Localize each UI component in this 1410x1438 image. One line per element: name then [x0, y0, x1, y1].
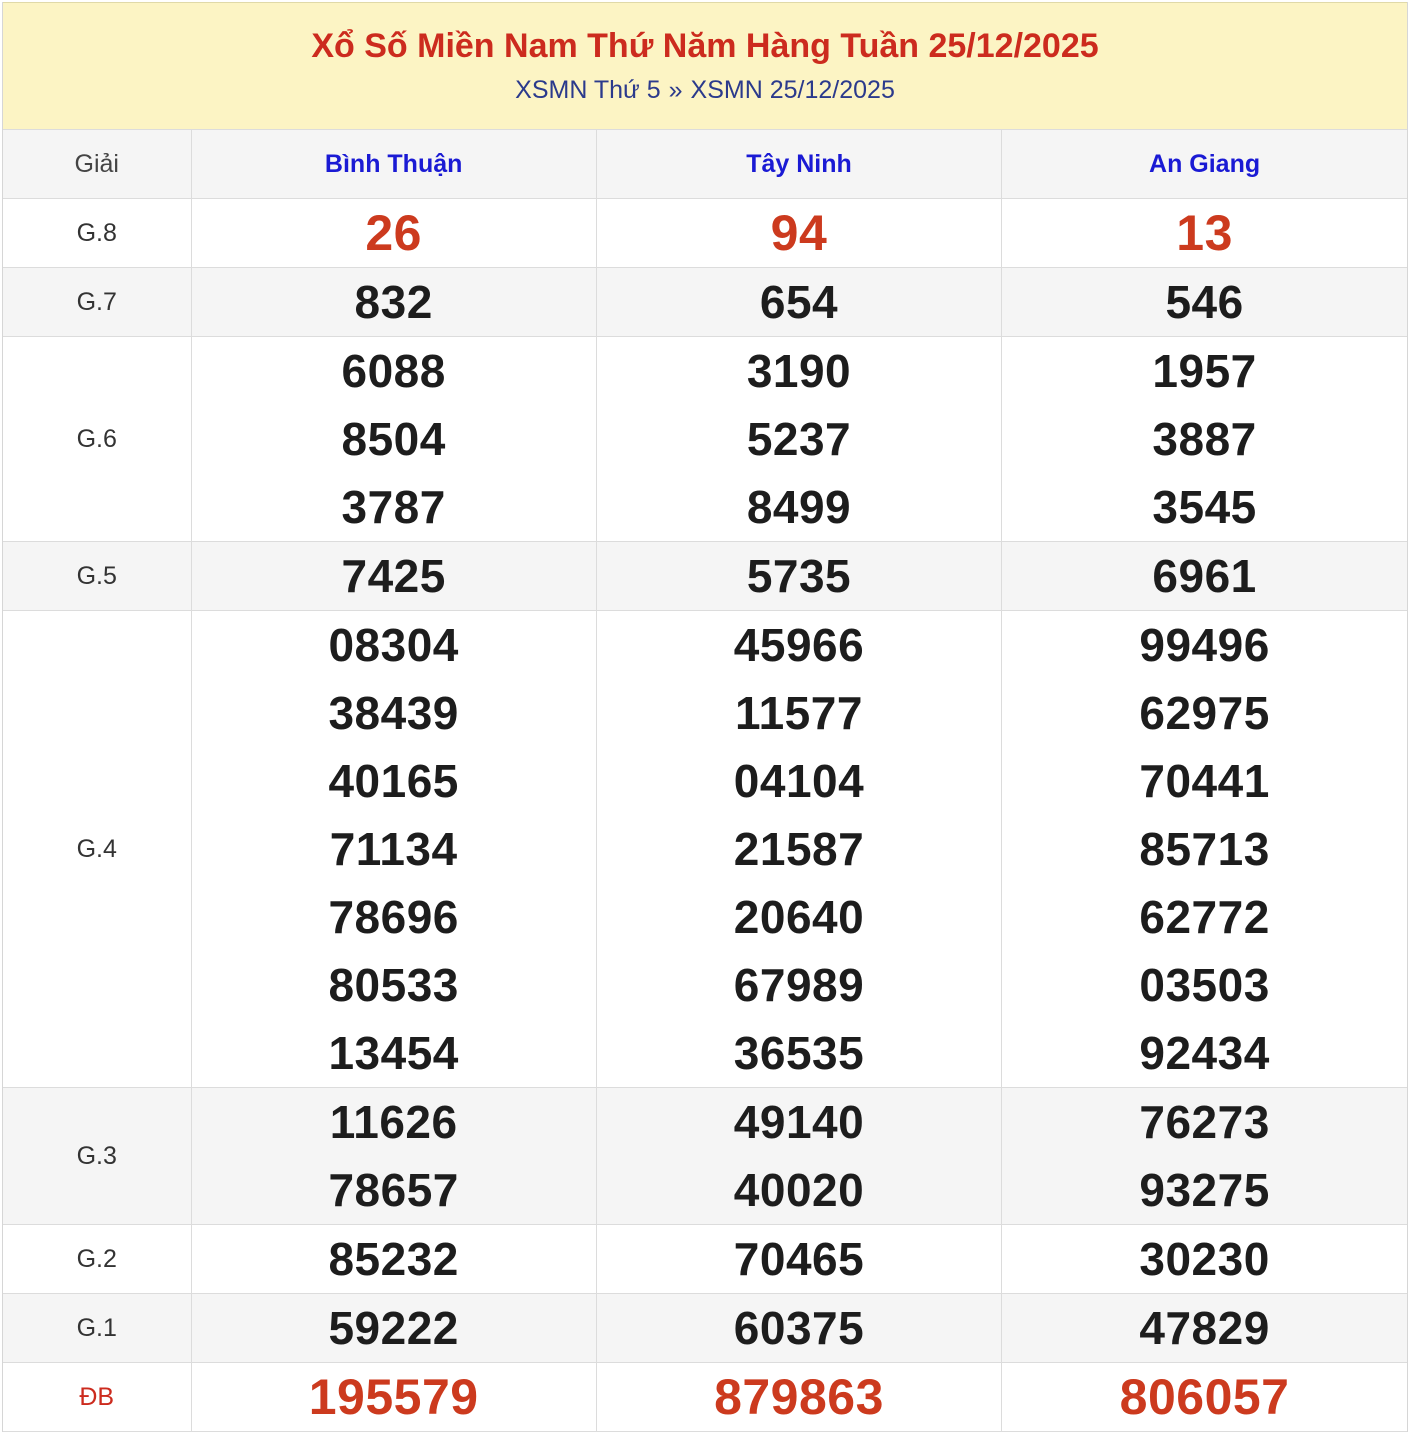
special-prize-number: 879863 [714, 1369, 884, 1425]
prize-label: G.4 [3, 611, 191, 1088]
result-number: 08304 [328, 619, 459, 671]
result-cell [191, 337, 596, 542]
result-number: 11577 [735, 687, 863, 739]
result-cell [1002, 337, 1407, 542]
result-number: 62975 [1139, 687, 1270, 739]
results-panel [2, 2, 1408, 1432]
prize-row-g7 [3, 268, 1407, 337]
result-number: 5735 [746, 550, 852, 602]
result-number: 40165 [328, 755, 459, 807]
result-number: 78696 [328, 891, 459, 943]
result-number: 3545 [1152, 481, 1257, 533]
prize-label: G.8 [3, 199, 191, 268]
result-cell [596, 1088, 1001, 1225]
prize-row-g2 [3, 1225, 1407, 1294]
result-number: 832 [354, 276, 433, 328]
result-number: 76273 [1139, 1096, 1270, 1148]
result-number: 11626 [329, 1096, 458, 1148]
prize-label: G.6 [3, 337, 191, 542]
prize-row-g6 [3, 337, 1407, 542]
result-number: 67989 [733, 959, 865, 1011]
result-number: 49140 [733, 1096, 865, 1148]
result-cell [1002, 1363, 1407, 1432]
result-number: 654 [759, 276, 839, 328]
result-cell [1002, 1225, 1407, 1294]
prize-label: G.3 [3, 1088, 191, 1225]
result-number: 36535 [733, 1027, 865, 1079]
result-number: 70465 [733, 1233, 865, 1285]
result-number: 40020 [733, 1164, 865, 1216]
result-cell [191, 1225, 596, 1294]
page-title: Xổ Số Miền Nam Thứ Năm Hàng Tuần 25/12/2025 [311, 27, 1099, 65]
result-number: 5237 [746, 413, 852, 465]
result-number: 71134 [329, 823, 458, 875]
xsmn-thu-5-link[interactable]: XSMN Thứ 5 [515, 76, 661, 104]
result-number: 94 [770, 205, 828, 261]
prize-column-header: Giải [3, 130, 191, 199]
result-cell [191, 611, 596, 1088]
result-cell [191, 542, 596, 611]
province-header-tay-ninh[interactable]: Tây Ninh [596, 130, 1001, 199]
result-number: 78657 [328, 1164, 459, 1216]
result-number: 13454 [328, 1027, 459, 1079]
prize-label: G.1 [3, 1294, 191, 1363]
result-number: 92434 [1139, 1027, 1270, 1079]
result-number: 3787 [341, 481, 446, 533]
prize-row-g1 [3, 1294, 1407, 1363]
prize-row-g4 [3, 611, 1407, 1088]
results-table [3, 130, 1407, 1432]
prize-row-special [3, 1363, 1407, 1432]
prize-row-g5 [3, 542, 1407, 611]
result-number: 59222 [328, 1302, 459, 1354]
result-number: 04104 [733, 755, 865, 807]
result-cell [191, 1294, 596, 1363]
result-number: 85232 [328, 1233, 459, 1285]
result-number: 546 [1165, 276, 1244, 328]
result-cell [596, 268, 1001, 337]
result-cell [596, 1294, 1001, 1363]
result-number: 3190 [746, 345, 852, 397]
result-number: 20640 [733, 891, 865, 943]
result-number: 8499 [746, 481, 852, 533]
result-number: 93275 [1139, 1164, 1270, 1216]
xsmn-date-link[interactable]: XSMN 25/12/2025 [690, 76, 895, 104]
result-cell [596, 199, 1001, 268]
breadcrumb-separator: » [668, 76, 683, 104]
prize-row-g8 [3, 199, 1407, 268]
result-number: 45966 [733, 619, 865, 671]
result-cell [596, 337, 1001, 542]
result-number: 6088 [341, 345, 446, 397]
result-cell [1002, 542, 1407, 611]
result-number: 38439 [328, 687, 459, 739]
result-number: 30230 [1139, 1233, 1270, 1285]
result-cell [596, 1363, 1001, 1432]
result-number: 3887 [1152, 413, 1257, 465]
result-number: 21587 [733, 823, 865, 875]
result-number: 13 [1176, 205, 1233, 261]
result-number: 47829 [1139, 1302, 1270, 1354]
result-number: 70441 [1139, 755, 1270, 807]
result-cell [191, 199, 596, 268]
result-cell [1002, 1088, 1407, 1225]
province-header-binh-thuan[interactable]: Bình Thuận [191, 130, 596, 199]
special-prize-number: 806057 [1119, 1369, 1290, 1425]
result-cell [596, 611, 1001, 1088]
province-header-an-giang[interactable]: An Giang [1002, 130, 1407, 199]
special-prize-number: 195579 [308, 1369, 479, 1425]
result-cell [596, 542, 1001, 611]
result-number: 1957 [1152, 345, 1257, 397]
result-number: 26 [365, 205, 422, 261]
result-cell [191, 1088, 596, 1225]
table-header-row [3, 130, 1407, 199]
result-number: 80533 [328, 959, 459, 1011]
result-number: 60375 [733, 1302, 865, 1354]
result-number: 85713 [1139, 823, 1270, 875]
result-number: 6961 [1152, 550, 1257, 602]
result-cell [1002, 1294, 1407, 1363]
result-cell [1002, 268, 1407, 337]
result-cell [191, 268, 596, 337]
prize-label: ĐB [3, 1363, 191, 1432]
result-number: 62772 [1139, 891, 1270, 943]
prize-label: G.7 [3, 268, 191, 337]
breadcrumb [3, 75, 1407, 105]
result-number: 8504 [341, 413, 446, 465]
result-number: 7425 [341, 550, 446, 602]
result-cell [596, 1225, 1001, 1294]
results-header [3, 2, 1407, 130]
result-cell [1002, 611, 1407, 1088]
prize-label: G.5 [3, 542, 191, 611]
result-number: 03503 [1139, 959, 1270, 1011]
prize-label: G.2 [3, 1225, 191, 1294]
prize-row-g3 [3, 1088, 1407, 1225]
result-cell [191, 1363, 596, 1432]
result-cell [1002, 199, 1407, 268]
result-number: 99496 [1139, 619, 1270, 671]
